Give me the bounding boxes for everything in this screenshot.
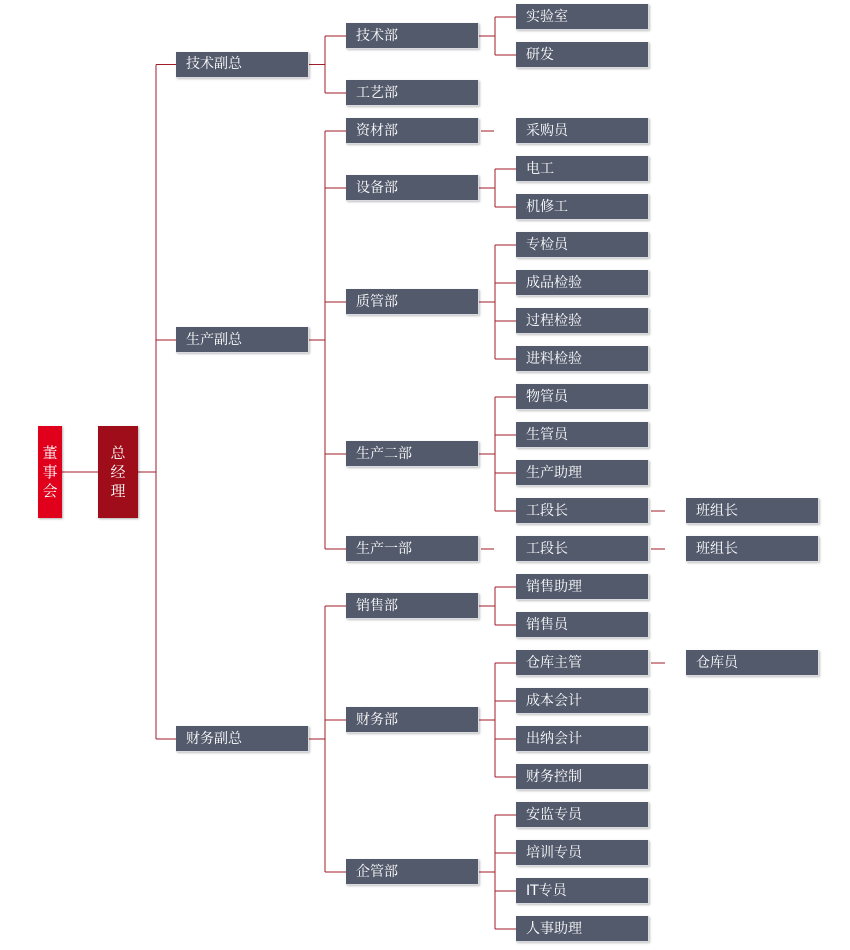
member-box: 销售员 [516,612,649,638]
member-box: 工段长 [516,498,649,524]
member-box: 过程检验 [516,308,649,334]
sub-member-box: 班组长 [686,498,819,524]
member-box: 工段长 [516,536,649,562]
department-box: 质管部 [346,289,479,315]
board-of-directors-box-char: 会 [42,481,58,500]
sub-member-box: 仓库员 [686,650,819,676]
general-manager-box-char: 理 [110,481,126,500]
member-box: 电工 [516,156,649,182]
member-box: 机修工 [516,194,649,220]
department-box: 设备部 [346,175,479,201]
vice-president-box: 财务副总 [176,726,309,752]
member-box: 销售助理 [516,574,649,600]
member-box: IT专员 [516,878,649,904]
member-box: 采购员 [516,118,649,144]
member-box: 专检员 [516,232,649,258]
member-box: 成本会计 [516,688,649,714]
member-box: 财务控制 [516,764,649,790]
board-of-directors-box [38,426,62,518]
member-box: 出纳会计 [516,726,649,752]
board-of-directors-box-char: 事 [42,462,58,481]
department-box: 生产一部 [346,536,479,562]
department-box: 企管部 [346,859,479,885]
member-box: 成品检验 [516,270,649,296]
sub-member-box: 班组长 [686,536,819,562]
department-box: 财务部 [346,707,479,733]
member-box: 进料检验 [516,346,649,372]
member-box: 仓库主管 [516,650,649,676]
member-box: 培训专员 [516,840,649,866]
member-box: 物管员 [516,384,649,410]
member-box: 研发 [516,42,649,68]
general-manager-box-char: 总 [110,443,126,462]
member-box: 生产助理 [516,460,649,486]
general-manager-box-char: 经 [110,462,126,481]
department-box: 资材部 [346,118,479,144]
member-box: 实验室 [516,4,649,30]
department-box: 工艺部 [346,80,479,106]
member-box: 安监专员 [516,802,649,828]
board-of-directors-box-char: 董 [42,443,58,462]
vice-president-box: 生产副总 [176,327,309,353]
vice-president-box: 技术副总 [176,52,309,78]
member-box: 人事助理 [516,916,649,942]
department-box: 技术部 [346,23,479,49]
member-box: 生管员 [516,422,649,448]
department-box: 销售部 [346,593,479,619]
department-box: 生产二部 [346,441,479,467]
general-manager-box [98,426,138,518]
